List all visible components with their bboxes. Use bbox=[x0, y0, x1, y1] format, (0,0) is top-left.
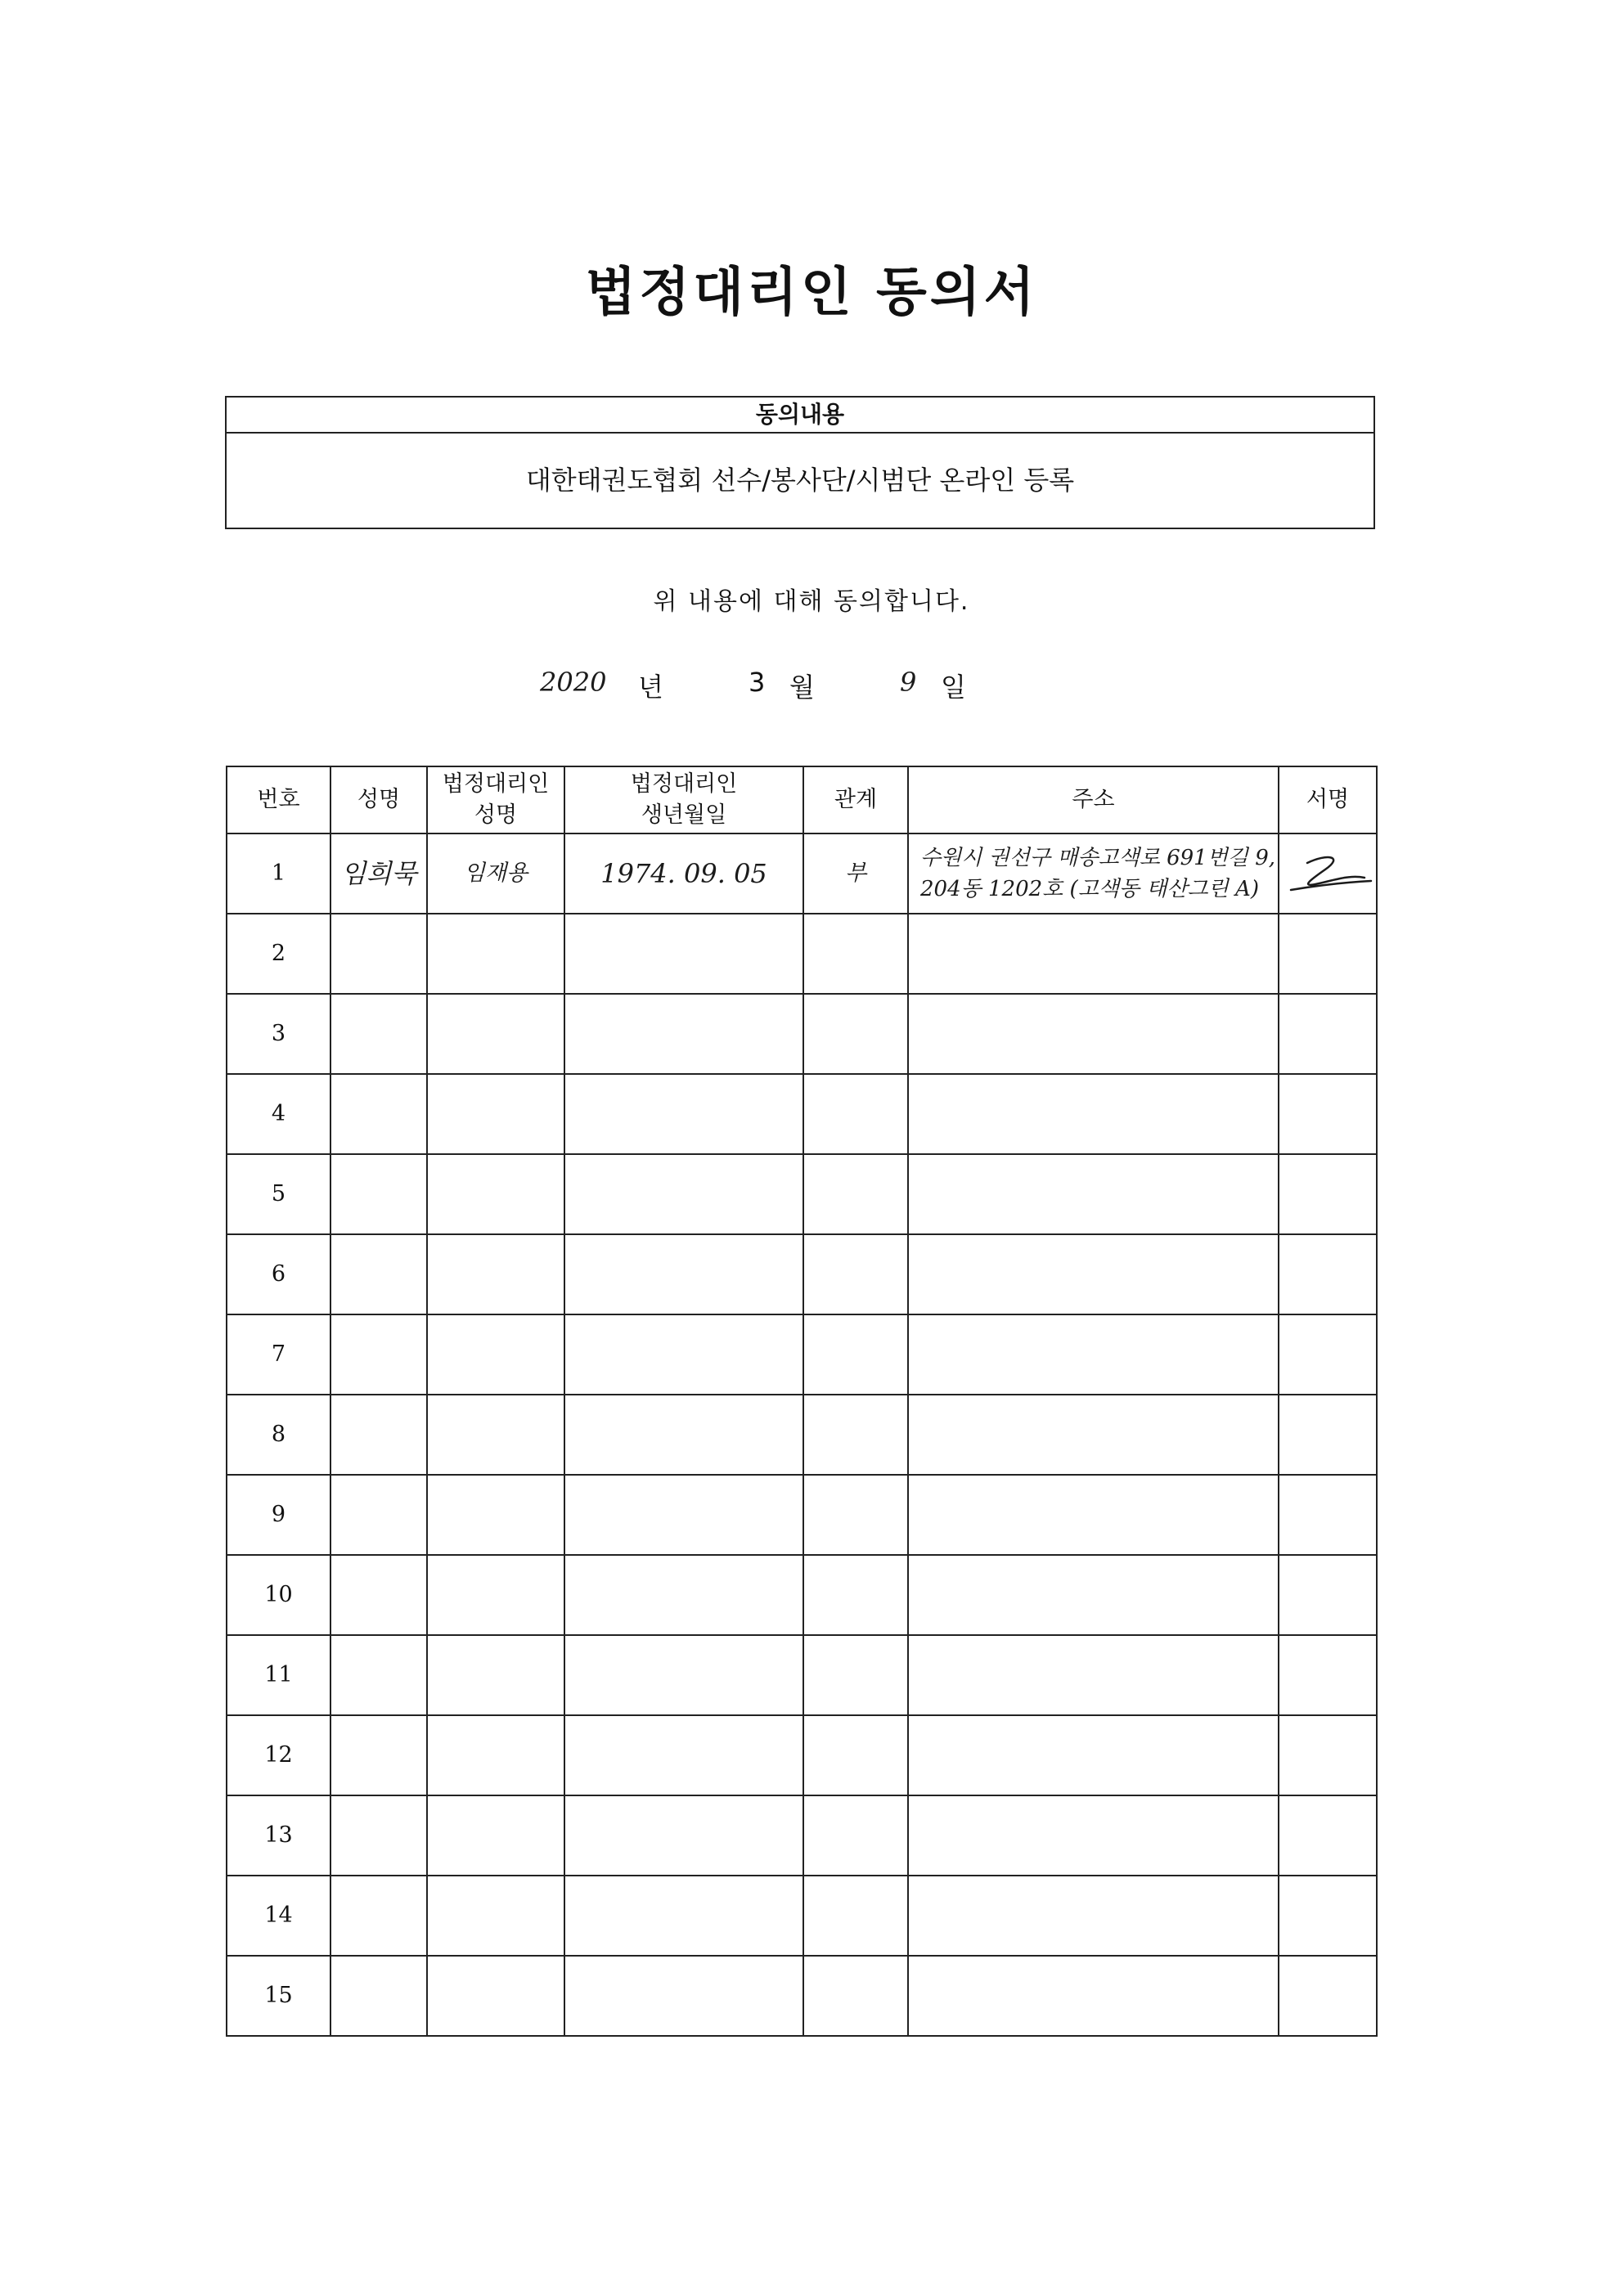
header-guardian-name bbox=[427, 766, 564, 833]
header-guardian-birth-line2: 생년월일 bbox=[641, 802, 727, 828]
table-row bbox=[227, 1876, 1377, 1956]
table-row bbox=[227, 1956, 1377, 2036]
consent-box bbox=[225, 396, 1375, 529]
header-relation: 관계 bbox=[803, 766, 908, 833]
guardian-table bbox=[226, 766, 1378, 2037]
row-guardian-birth: 1974. 09. 05 bbox=[564, 833, 803, 914]
page-title: 법정대리인 동의서 bbox=[585, 263, 1038, 323]
row-number: 2 bbox=[227, 914, 330, 994]
header-signature: 서명 bbox=[1279, 766, 1377, 833]
row-number: 14 bbox=[227, 1876, 330, 1956]
row-address: 수원시 권선구 매송고색로 691번길 9, 204동 1202호 (고색동 태산그린 A) bbox=[920, 846, 1275, 901]
header-guardian-birth-line1: 법정대리인 bbox=[630, 771, 738, 797]
row-number: 11 bbox=[227, 1635, 330, 1715]
table-row bbox=[227, 994, 1377, 1074]
table-row bbox=[227, 1154, 1377, 1234]
date-year-value: 2020 bbox=[540, 667, 607, 698]
date-month-unit: 월 bbox=[789, 672, 815, 703]
row-number: 12 bbox=[227, 1715, 330, 1795]
table-row bbox=[227, 1314, 1377, 1395]
row-number: 15 bbox=[227, 1956, 330, 2036]
table-row bbox=[227, 1395, 1377, 1475]
date-day-unit: 일 bbox=[941, 672, 966, 703]
date-year-unit: 년 bbox=[638, 672, 663, 703]
table-row bbox=[227, 1715, 1377, 1795]
table-header-row bbox=[227, 766, 1377, 833]
table-row bbox=[227, 914, 1377, 994]
table-row bbox=[227, 1475, 1377, 1555]
row-number: 13 bbox=[227, 1795, 330, 1876]
table-row bbox=[227, 1635, 1377, 1715]
date-month-value: 3 bbox=[749, 667, 766, 698]
header-number: 번호 bbox=[227, 766, 330, 833]
agree-statement: 위 내용에 대해 동의합니다. bbox=[653, 587, 970, 616]
row-guardian-name: 임재용 bbox=[427, 833, 564, 914]
table-row bbox=[227, 1074, 1377, 1154]
row-number: 10 bbox=[227, 1555, 330, 1635]
row-number: 9 bbox=[227, 1475, 330, 1555]
consent-header: 동의내용 bbox=[227, 398, 1373, 434]
header-guardian-name-line1: 법정대리인 bbox=[442, 771, 550, 797]
row-name: 임희묵 bbox=[330, 833, 427, 914]
header-guardian-birth bbox=[564, 766, 803, 833]
table-row bbox=[227, 1795, 1377, 1876]
row-number: 7 bbox=[227, 1314, 330, 1395]
table-row bbox=[227, 1555, 1377, 1635]
row-number: 4 bbox=[227, 1074, 330, 1154]
row-number: 1 bbox=[227, 833, 330, 914]
row-relation: 부 bbox=[803, 833, 908, 914]
date-day-value: 9 bbox=[900, 667, 917, 698]
header-name: 성명 bbox=[330, 766, 427, 833]
row-number: 6 bbox=[227, 1234, 330, 1314]
table-row bbox=[227, 1234, 1377, 1314]
row-address-cell bbox=[908, 833, 1279, 914]
row-number: 5 bbox=[227, 1154, 330, 1234]
header-guardian-name-line2: 성명 bbox=[474, 802, 518, 828]
row-number: 8 bbox=[227, 1395, 330, 1475]
table-row bbox=[227, 833, 1377, 914]
consent-content: 대한태권도협회 선수/봉사단/시범단 온라인 등록 bbox=[525, 465, 1075, 496]
header-address: 주소 bbox=[908, 766, 1279, 833]
row-number: 3 bbox=[227, 994, 330, 1074]
